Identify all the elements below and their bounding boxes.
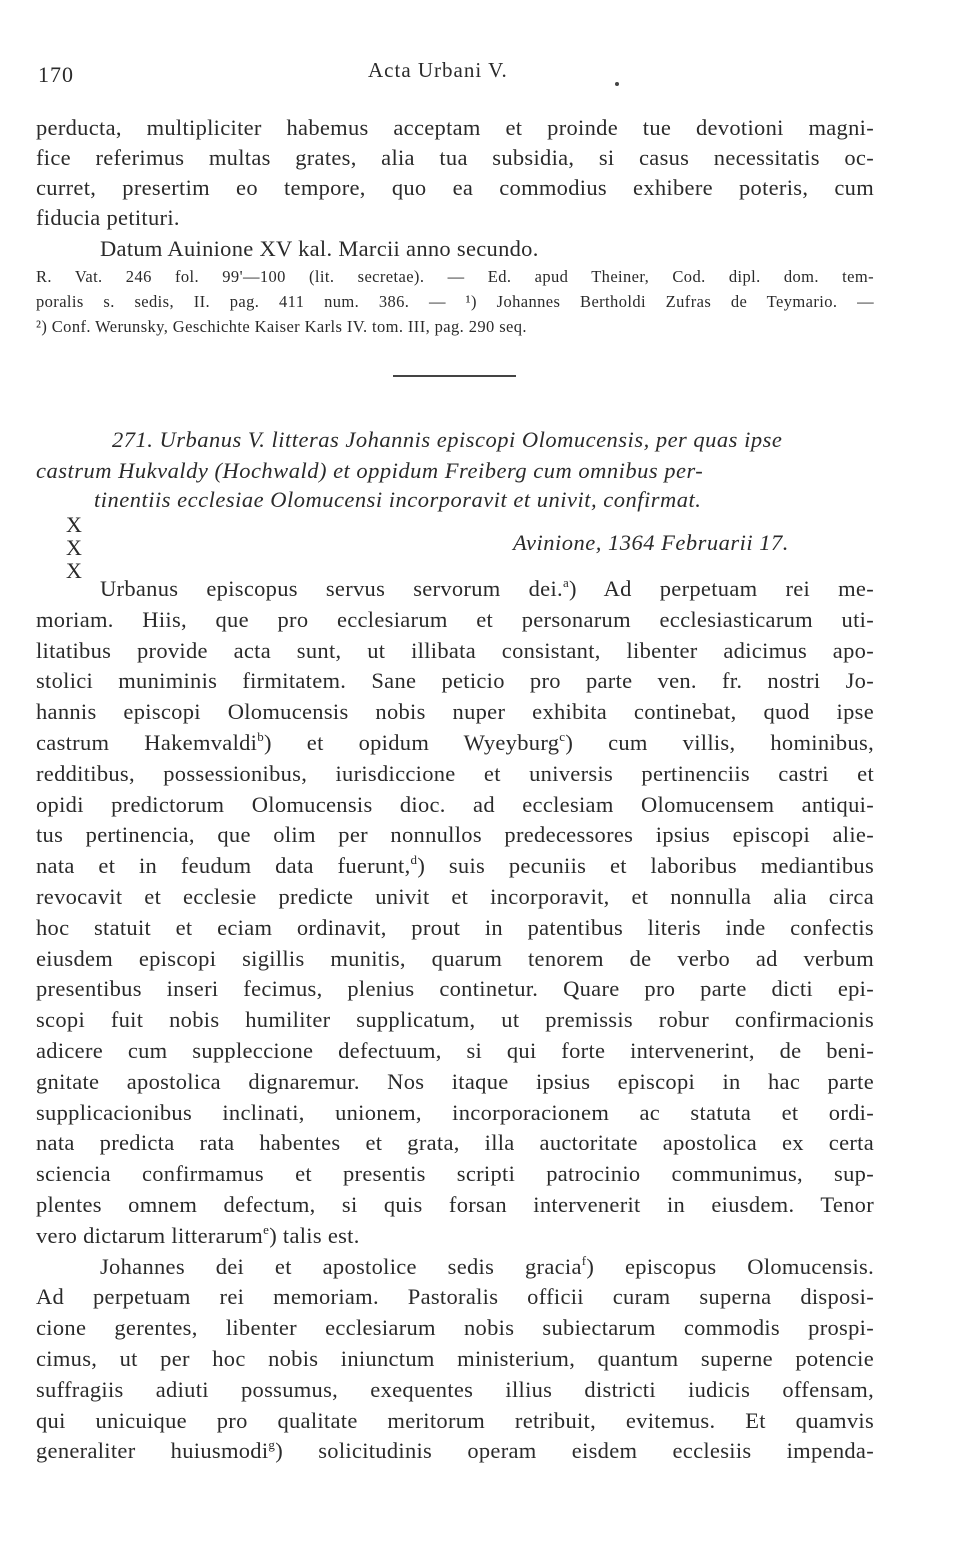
footnote-marker: a xyxy=(562,575,570,590)
document-title-line: 271. Urbanus V. litteras Johannis episcopi Olomucensis, per quas ipse xyxy=(112,427,783,452)
body-text: hoc statuit et eciam ordinavit, prout in patentibus literis inde confectis xyxy=(36,914,874,940)
body-line xyxy=(36,636,874,666)
body-text: nata et in feudum data fuerunt, xyxy=(36,853,411,879)
body-line xyxy=(100,574,874,604)
body-line xyxy=(36,913,874,943)
body-line xyxy=(36,1221,874,1251)
body-text: eiusdem episcopi sigillis munitis, quarum tenorem de verbo ad verbum xyxy=(36,945,874,971)
margin-mark: X xyxy=(66,512,82,537)
body-text: ) cum villis, hominibus, xyxy=(565,730,874,755)
footnote-marker: c xyxy=(559,729,566,744)
body-line xyxy=(36,974,874,1004)
body-text: moriam. Hiis, que pro ecclesiarum et personarum ecclesiasticarum uti- xyxy=(36,606,874,632)
footnote-marker: d xyxy=(410,852,418,868)
body-line xyxy=(36,1159,874,1189)
body-line xyxy=(36,1190,874,1220)
text-line: fiducia petituri. xyxy=(36,205,180,230)
body-text: scopi fuit nobis humiliter supplicatum, ut premissis robur confirmacionis xyxy=(36,1007,874,1033)
body-line xyxy=(36,851,874,881)
body-text: nata predicta rata habentes et grata, illa auctoritate apostolica ex certa xyxy=(36,1130,874,1156)
body-line xyxy=(36,1282,874,1312)
margin-mark: X xyxy=(66,535,82,560)
body-text: redditibus, possessionibus, iurisdiccione et universis pertinenciis castri et xyxy=(36,760,874,786)
body-line xyxy=(36,1005,874,1035)
body-text: tus pertinencia, que olim per nonnullos predecessores ipsius episcopi alie- xyxy=(36,822,874,848)
body-line xyxy=(36,697,874,727)
body-text: qui unicuique pro qualitate meritorum retribuit, evitemus. Et quamvis xyxy=(36,1407,874,1433)
body-text: ) solicitudinis operam eisdem ecclesiis impenda- xyxy=(275,1438,875,1464)
body-line xyxy=(36,790,874,820)
notes-line: ²) Conf. Werunsky, Geschichte Kaiser Karls IV. tom. III, pag. 290 seq. xyxy=(36,317,527,336)
text-line: curret, presertim eo tempore, quo ea commodius exhibere poteris, cum xyxy=(36,175,874,200)
body-text: ) talis est. xyxy=(269,1222,360,1248)
body-text: stolici muniminis firmitatem. Sane peticio pro parte ven. fr. nostri Jo- xyxy=(36,668,874,694)
body-text: cimus, ut per hoc nobis iniunctum ministerium, quantum superne potencie xyxy=(36,1346,874,1371)
body-line xyxy=(36,882,874,912)
body-line xyxy=(36,728,874,758)
body-line xyxy=(36,1436,874,1466)
footnote-marker: f xyxy=(581,1252,587,1268)
page-number: 170 xyxy=(38,62,74,87)
body-text: hannis episcopi Olomucensis nobis nuper exhibita continebat, quod ipse xyxy=(36,699,874,725)
notes-line: poralis s. sedis, II. pag. 411 num. 386. — ¹) Johannes Bertholdi Zufras de Teymario. — xyxy=(36,292,874,311)
body-line xyxy=(36,605,874,635)
body-text: revocavit et ecclesie predicte univit et incorporavit, et nonnulla alia circa xyxy=(36,884,874,909)
body-text: ) Ad perpetuam rei me- xyxy=(569,576,874,601)
body-text: suffragiis adiuti possumus, exequentes illius districti iudicis offensam, xyxy=(36,1376,874,1402)
body-line xyxy=(36,944,874,974)
body-line xyxy=(36,1313,874,1343)
datum-line: Datum Auinione XV kal. Marcii anno secundo. xyxy=(100,236,539,261)
footnote-marker: b xyxy=(257,729,265,744)
body-text: castrum Hakemvaldi xyxy=(36,730,258,755)
body-line xyxy=(36,1098,874,1128)
body-text: supplicacionibus inclinati, unionem, incorporacionem ac statuta et ordi- xyxy=(36,1099,874,1125)
notes-line: R. Vat. 246 fol. 99'—100 (lit. secretae). — Ed. apud Theiner, Cod. dipl. dom. tem- xyxy=(36,267,874,286)
body-line xyxy=(36,759,874,789)
body-text: generaliter huiusmodi xyxy=(36,1438,269,1464)
text-line: perducta, multipliciter habemus acceptam et proinde tue devotioni magni- xyxy=(36,115,874,140)
margin-mark: X xyxy=(66,558,82,583)
footnote-marker: g xyxy=(268,1437,276,1453)
text-line: fice referimus multas grates, alia tua subsidia, si casus necessitatis oc- xyxy=(36,145,874,170)
document-dateline: Avinione, 1364 Februarii 17. xyxy=(513,530,789,555)
body-text: cione gerentes, libenter ecclesiarum nobis subiectarum commodis prospi- xyxy=(36,1315,874,1341)
body-line xyxy=(100,1252,874,1282)
body-line xyxy=(36,1128,874,1158)
body-line xyxy=(36,1036,874,1066)
body-line xyxy=(36,820,874,850)
body-text: Ad perpetuam rei memoriam. Pastoralis officii curam superna disposi- xyxy=(36,1284,874,1310)
body-text: plentes omnem defectum, si quis forsan intervenerit in eiusdem. Tenor xyxy=(36,1192,874,1217)
body-text: vero dictarum litterarum xyxy=(36,1222,264,1248)
body-text: sciencia confirmamus et presentis scripti patrocinio communimus, sup- xyxy=(36,1161,874,1187)
running-head: Acta Urbani V. xyxy=(368,58,508,82)
document-title-line: tinentiis ecclesiae Olomucensi incorporavit et univit, confirmat. xyxy=(94,487,702,512)
body-text: Johannes dei et apostolice sedis gracia xyxy=(100,1253,582,1279)
body-text: gnitate apostolica dignaremur. Nos itaque ipsius episcopi in hac parte xyxy=(36,1068,874,1094)
body-line xyxy=(36,1406,874,1436)
footnote-marker: e xyxy=(263,1221,270,1237)
body-text: ) et opidum Wyeyburg xyxy=(264,730,560,755)
body-text: Urbanus episcopus servus servorum dei. xyxy=(100,576,563,601)
body-text: adicere cum suppleccione defectuum, si qui forte intervenerint, de beni- xyxy=(36,1038,874,1063)
body-text: ) suis pecuniis et laboribus mediantibus xyxy=(417,853,874,879)
print-speck xyxy=(615,82,619,86)
document-title-line: castrum Hukvaldy (Hochwald) et oppidum Freiberg cum omnibus per- xyxy=(36,458,704,483)
body-line xyxy=(36,666,874,696)
body-line xyxy=(36,1344,874,1374)
body-line xyxy=(36,1067,874,1097)
body-text: ) episcopus Olomucensis. xyxy=(586,1253,874,1279)
body-line xyxy=(36,1375,874,1405)
body-text: opidi predictorum Olomucensis dioc. ad ecclesiam Olomucensem antiqui- xyxy=(36,791,874,817)
section-divider xyxy=(393,375,516,377)
body-text: litatibus provide acta sunt, ut illibata consistant, libenter adicimus apo- xyxy=(36,637,874,663)
body-text: presentibus inseri fecimus, plenius continetur. Quare pro parte dicti epi- xyxy=(36,976,874,1002)
